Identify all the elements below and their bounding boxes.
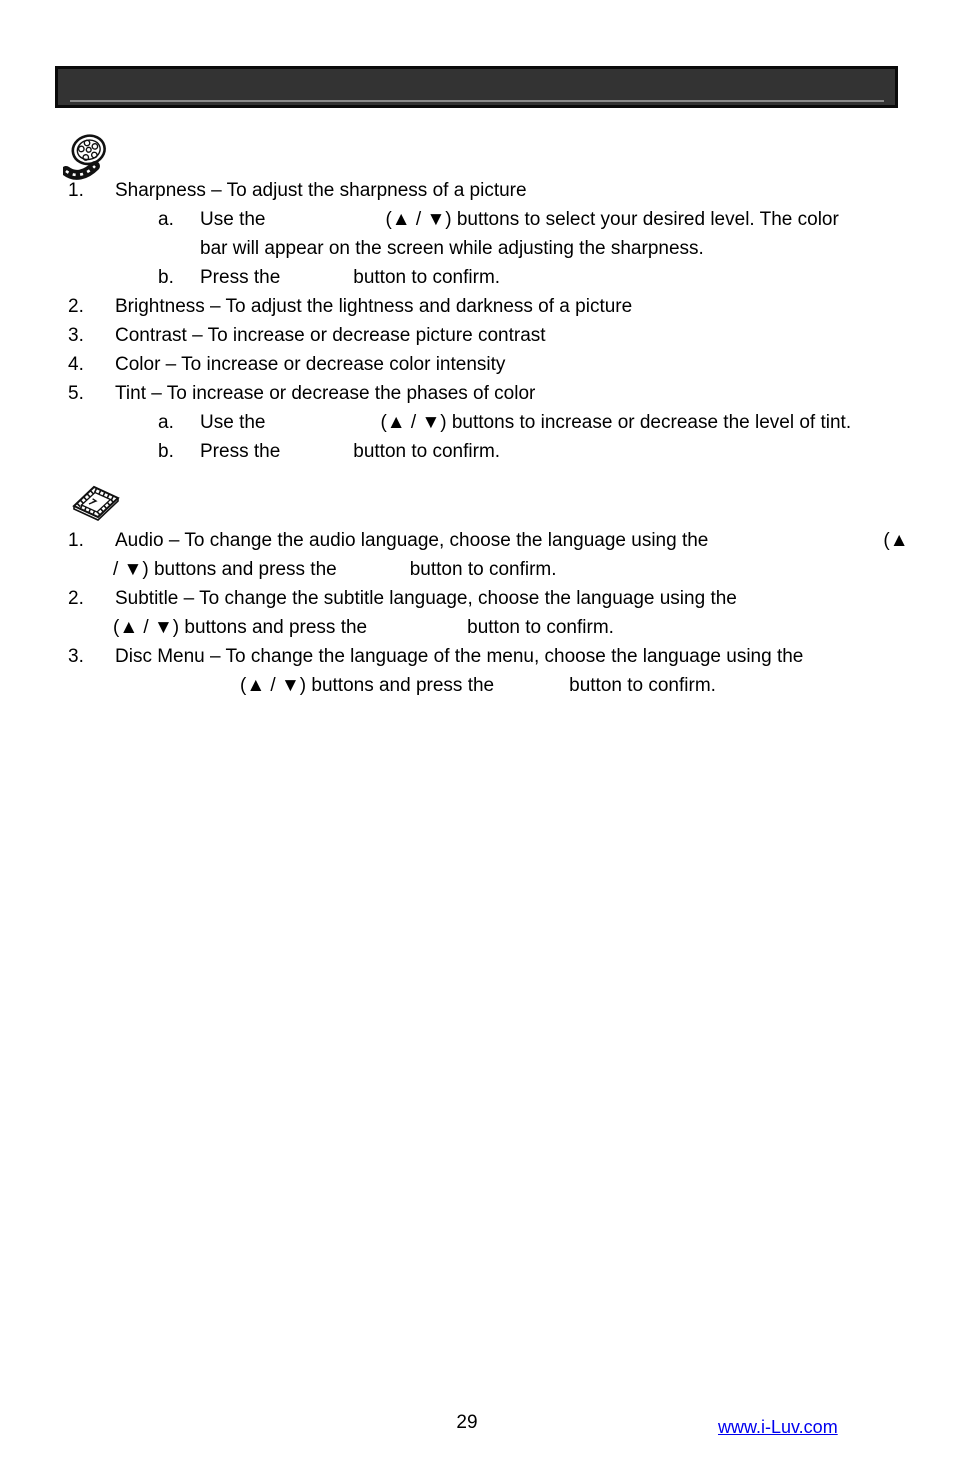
- text-line: [0, 671, 954, 700]
- text-line: [0, 642, 954, 671]
- blank-gap: [708, 545, 883, 546]
- blank-gap: [494, 690, 569, 691]
- list-marker: 4.: [68, 354, 84, 375]
- text-line: [0, 555, 954, 584]
- text-segment: Sharpness – To adjust the sharpness of a picture: [115, 180, 527, 201]
- list-marker: b.: [158, 441, 174, 462]
- header-divider-line: [70, 100, 884, 102]
- list-marker: a.: [158, 209, 174, 230]
- text-segment: button to confirm.: [569, 675, 716, 696]
- text-segment: (▲ / ▼) buttons and press the: [113, 617, 368, 638]
- text-line: [0, 379, 954, 408]
- text-line: [0, 584, 954, 613]
- text-segment: Press the: [200, 441, 281, 462]
- text-segment: Audio – To change the audio language, choose the language using the: [115, 530, 709, 551]
- text-line: [0, 408, 954, 437]
- text-segment: Use the: [200, 209, 266, 230]
- text-line: [0, 321, 954, 350]
- blank-gap: [337, 574, 410, 575]
- text-segment: (▲ / ▼) buttons to increase or decrease the level of tint.: [380, 412, 852, 433]
- text-segment: bar will appear on the screen while adjusting the sharpness.: [200, 238, 704, 259]
- text-segment: (▲ / ▼) buttons to select your desired level. The color: [385, 209, 839, 230]
- text-line: [0, 613, 954, 642]
- text-segment: Brightness – To adjust the lightness and darkness of a picture: [115, 296, 633, 317]
- text-segment: Disc Menu – To change the language of the menu, choose the language using the: [115, 646, 804, 667]
- text-segment: / ▼) buttons and press the: [113, 559, 337, 580]
- list-marker: b.: [158, 267, 174, 288]
- blank-gap: [265, 427, 380, 428]
- list-marker: 2.: [68, 296, 84, 317]
- text-segment: Subtitle – To change the subtitle language, choose the language using the: [115, 588, 737, 609]
- text-line: [0, 234, 954, 263]
- text-segment: Press the: [200, 267, 281, 288]
- text-segment: Use the: [200, 412, 266, 433]
- picture-settings-list: [0, 176, 954, 466]
- blank-gap: [280, 456, 353, 457]
- text-segment: button to confirm.: [409, 559, 557, 580]
- text-segment: (▲ / ▼) buttons and press the: [240, 675, 495, 696]
- list-marker: 3.: [68, 646, 84, 667]
- page-number: 29: [456, 1412, 478, 1433]
- list-marker: 2.: [68, 588, 84, 609]
- text-line: [0, 437, 954, 466]
- blank-gap: [265, 224, 385, 225]
- text-line: [0, 350, 954, 379]
- text-segment: Contrast – To increase or decrease picture contrast: [115, 325, 546, 346]
- section-header-bar: [55, 66, 898, 108]
- list-marker: 3.: [68, 325, 84, 346]
- website-link[interactable]: www.i-Luv.com: [718, 1417, 838, 1437]
- text-line: [0, 263, 954, 292]
- text-segment: Color – To increase or decrease color intensity: [115, 354, 506, 375]
- disc-case-icon: [71, 483, 121, 527]
- text-segment: button to confirm.: [467, 617, 614, 638]
- text-segment: Tint – To increase or decrease the phases of color: [115, 383, 536, 404]
- text-segment: (▲: [883, 530, 909, 551]
- blank-gap: [367, 632, 467, 633]
- text-segment: button to confirm.: [353, 441, 501, 462]
- list-marker: 1.: [68, 180, 84, 201]
- language-settings-list: [0, 526, 954, 700]
- blank-gap: [280, 282, 353, 283]
- text-line: [0, 176, 954, 205]
- text-line: [0, 292, 954, 321]
- list-marker: a.: [158, 412, 174, 433]
- text-line: [0, 526, 954, 555]
- list-marker: 5.: [68, 383, 84, 404]
- list-marker: 1.: [68, 530, 84, 551]
- text-line: [0, 205, 954, 234]
- text-segment: button to confirm.: [353, 267, 501, 288]
